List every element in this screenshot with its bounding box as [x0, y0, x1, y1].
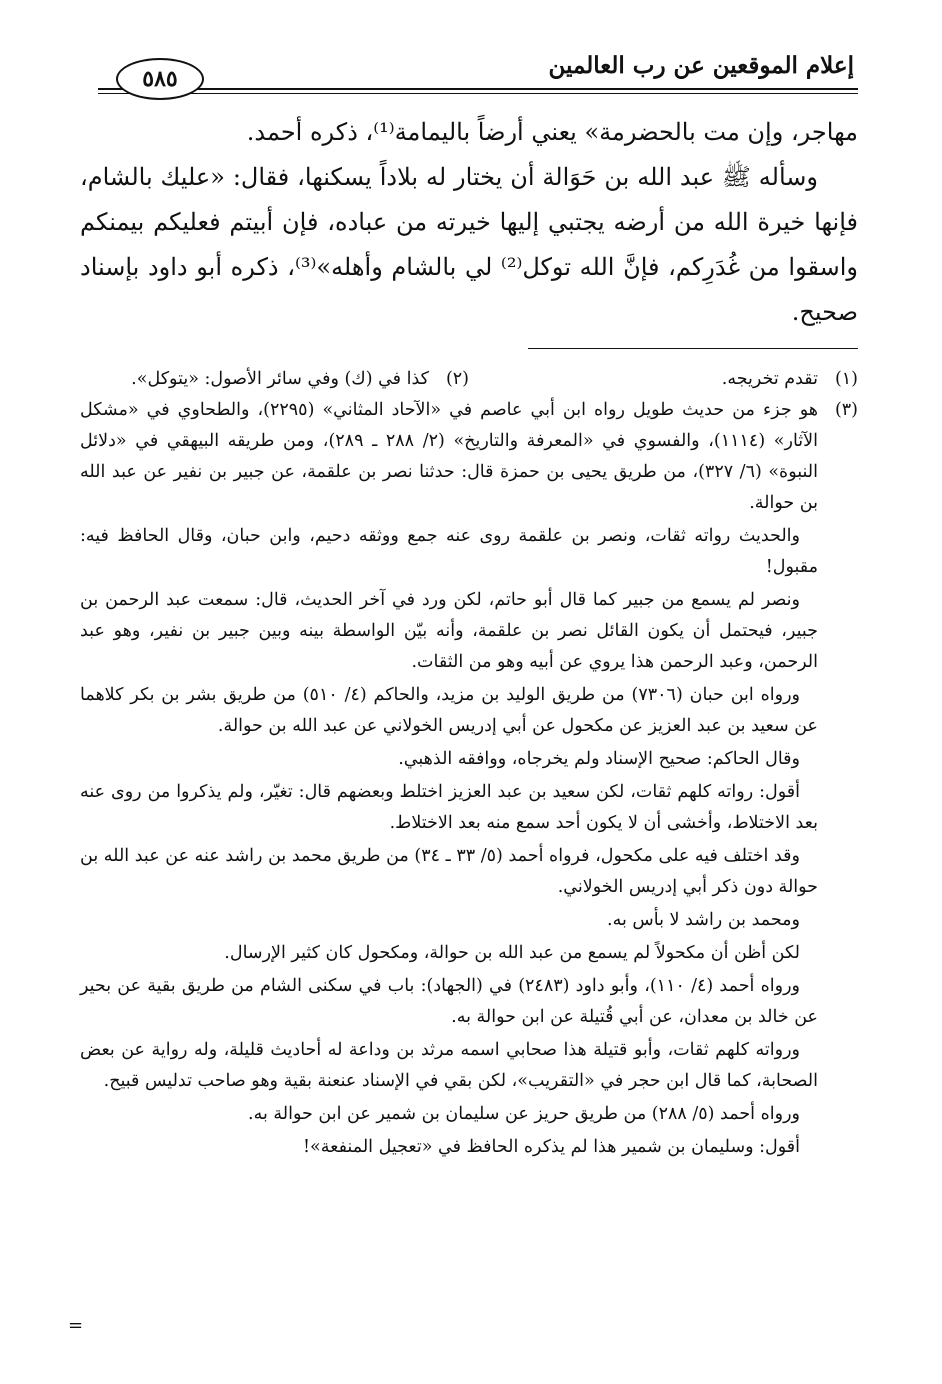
footnote-paragraph: وقد اختلف فيه على مكحول، فرواه أحمد (٥/ ٣٣ ـ ٣٤) من طريق محمد بن راشد عنه عن عبد الله بن حوالة دون ذكر أبي إدريس الخولاني.	[80, 846, 818, 897]
footnote-paragraph: والحديث رواته ثقات، ونصر بن علقمة روى عنه جمع ووثقه دحيم، وابن حبان، وقال الحافظ فيه: مقبول!	[80, 526, 818, 577]
footnote-pair	[80, 364, 858, 395]
footnote-paragraph: لكن أظن أن مكحولاً لم يسمع من عبد الله بن حوالة، ومكحول كان كثير الإرسال.	[224, 943, 800, 963]
footnote-paragraph: هو جزء من حديث طويل رواه ابن أبي عاصم في «الآحاد المثاني» (٢٢٩٥)، والطحاوي في «مشكل الآثار» (١١١٤)، والفسوي في «المعرفة والتاريخ» (٢/ ٢٨٨ ـ ٢٨٩)، ومن طريقه البيهقي في «دلائل النبوة» (٦/ ٣٢٧)، من طريق يحيى بن حمزة قال: حدثنا نصر بن علقمة، عن جبير بن نفير عن عبد الله بن حوالة.	[80, 400, 819, 513]
footnote-paragraph: وقال الحاكم: صحيح الإسناد ولم يخرجاه، ووافقه الذهبي.	[398, 749, 800, 769]
footnote-paragraph: ومحمد بن راشد لا بأس به.	[607, 910, 800, 930]
footnote-2	[80, 364, 469, 395]
footnote-paragraph: ورواه أحمد (٤/ ١١٠)، وأبو داود (٢٤٨٣) في (الجهاد): باب في سكنى الشام من طريق بقية عن بحير عن خالد بن معدان، عن أبي قُتيلة عن ابن حوالة به.	[80, 976, 818, 1027]
header-rule-thin	[98, 93, 858, 94]
footnote-paragraph: أقول: وسليمان بن شمير هذا لم يذكره الحافظ في «تعجيل المنفعة»!	[303, 1137, 800, 1157]
footnote-paragraph: أقول: رواته كلهم ثقات، لكن سعيد بن عبد العزيز اختلط وبعضهم قال: تغيّر، ولم يذكروا من روى عنه بعد الاختلاط، وأخشى أن لا يكون أحد سمع منه بعد الاختلاط.	[80, 782, 818, 833]
footnote-separator	[528, 348, 858, 349]
footnotes	[80, 364, 858, 1165]
header-title: إعلام الموقعين عن رب العالمين	[548, 52, 854, 79]
page-number: ٥٨٥	[116, 58, 204, 100]
footnote-3	[80, 395, 858, 1163]
footnote-3-body	[80, 395, 818, 1163]
footnote-1	[469, 364, 858, 395]
footnote-text: تقدم تخريجه.	[721, 369, 818, 389]
footnote-paragraph: ورواته كلهم ثقات، وأبو قتيلة هذا صحابي اسمه مرثد بن وداعة له أحاديث قليلة، وله رواية عن بعض الصحابة، كما قال ابن حجر في «التقريب»، لكن بقي في الإسناد عنعنة بقية وهو صاحب تدليس قبيح.	[80, 1040, 818, 1091]
continuation-mark: =	[68, 1315, 84, 1336]
footnote-text: كذا في (ك) وفي سائر الأصول: «يتوكل».	[131, 369, 429, 389]
main-text	[80, 110, 858, 335]
header-rule	[98, 88, 858, 90]
main-paragraph-1: مهاجر، وإن مت بالحضرمة» يعني أرضاً باليمامة⁽¹⁾، ذكره أحمد.	[246, 118, 858, 146]
main-paragraph-2: وسأله ﷺ عبد الله بن حَوَالة أن يختار له بلاداً يسكنها، فقال: «عليك بالشام، فإنها خيرة الله من أرضه يجتبي إليها خيرته من عباده، فإن أبيتم فعليكم بيمنكم واسقوا من غُدَرِكم، فإنَّ الله توكل⁽²⁾ لي بالشام وأهله»⁽³⁾، ذكره أبو داود بإسناد صحيح.	[80, 163, 858, 326]
footnote-paragraph: ورواه أحمد (٥/ ٢٨٨) من طريق حريز عن سليمان بن شمير عن ابن حوالة به.	[248, 1104, 800, 1124]
footnote-number: (١)	[834, 369, 858, 389]
footnote-number: (٢)	[445, 369, 469, 389]
footnote-paragraph: ونصر لم يسمع من جبير كما قال أبو حاتم، لكن ورد في آخر الحديث، قال: سمعت عبد الرحمن بن جبير، فيحتمل أن يكون القائل نصر بن علقمة، وأنه بيّن الواسطة بينه وبين جبير بن نفير، وهو عبد الرحمن، وعبد الرحمن هذا يروي عن أبيه وهو من الثقات.	[80, 590, 818, 672]
footnote-number: (٣)	[834, 400, 858, 420]
footnote-paragraph: ورواه ابن حبان (٧٣٠٦) من طريق الوليد بن مزيد، والحاكم (٤/ ٥١٠) من طريق بشر بن بكر كلاهما عن سعيد بن عبد العزيز عن مكحول عن أبي إدريس الخولاني عن عبد الله بن حوالة.	[80, 685, 818, 736]
